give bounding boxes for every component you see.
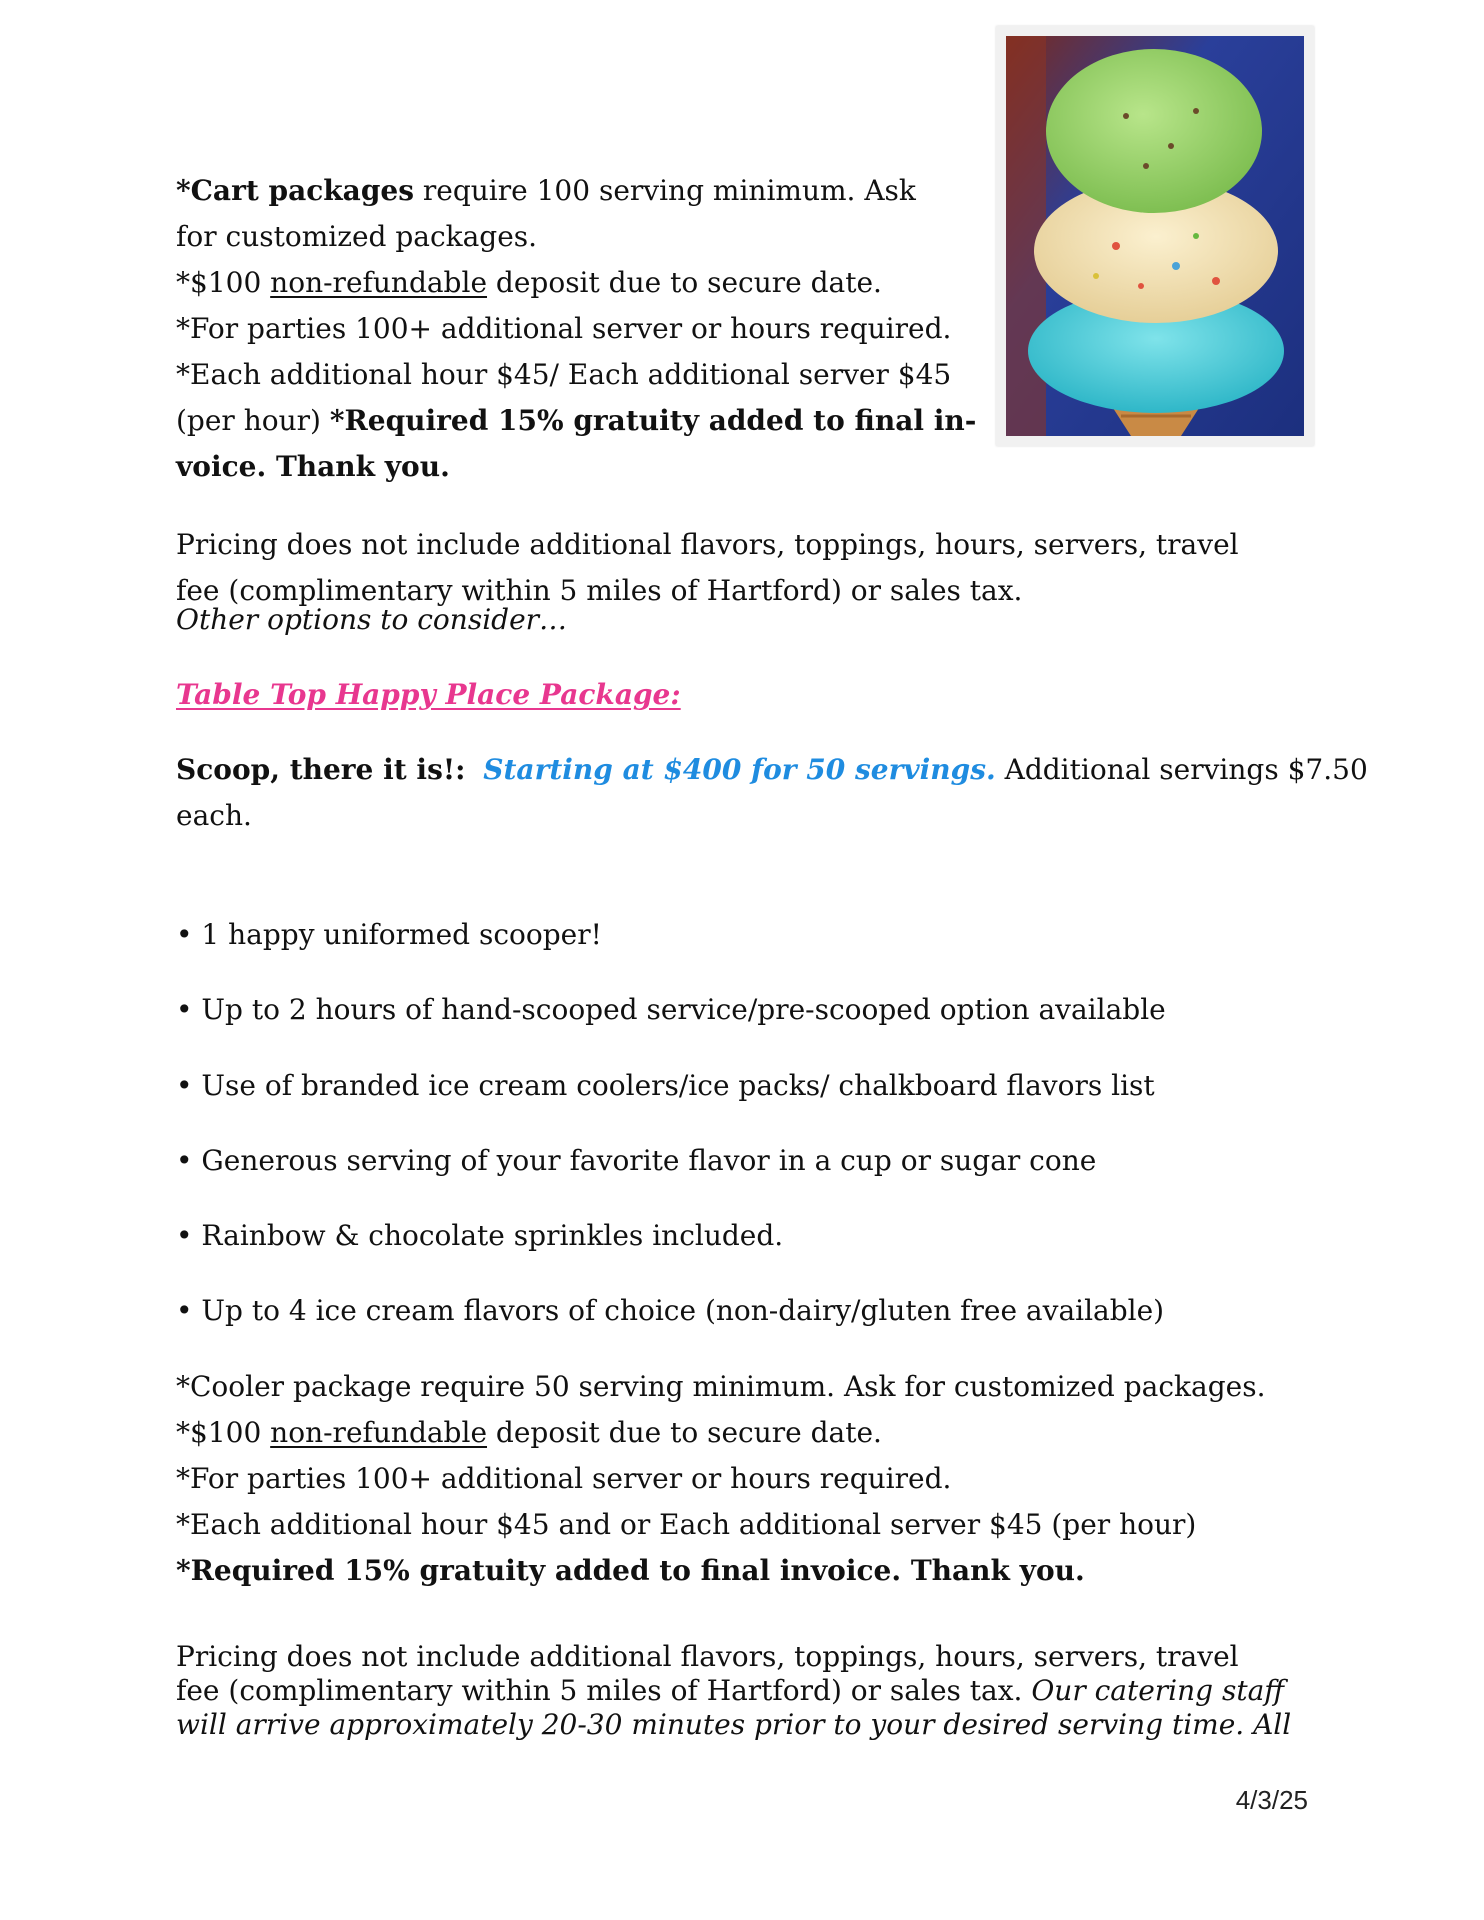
list-item: • Use of branded ice cream coolers/ice packs/ chalkboard flavors list <box>176 1069 1155 1102</box>
scoop-pricing <box>176 747 1368 839</box>
list-item: • Generous serving of your favorite flavor in a cup or sugar cone <box>176 1144 1097 1177</box>
other-options-label: Other options to consider… <box>176 603 568 636</box>
cart-line-7: voice. Thank you. <box>176 450 450 483</box>
list-item: • Up to 4 ice cream flavors of choice (non-dairy/gluten free available) <box>176 1294 1165 1327</box>
list-item: • Up to 2 hours of hand-scooped service/pre-scooped option available <box>176 993 1166 1026</box>
cooler-line-4: *Each additional hour $45 and or Each additional server $45 (per hour) <box>176 1508 1197 1541</box>
cart-line-4: *For parties 100+ additional server or hours required. <box>176 312 952 345</box>
pricing-2-line-2: fee (complimentary within 5 miles of Hartford) or sales tax. Our catering staff <box>176 1674 1285 1707</box>
cart-line-3: *$100 non-refundable deposit due to secure date. <box>176 266 882 299</box>
cooler-package-notes <box>176 1364 1265 1594</box>
pricing-2-line-3: will arrive approximately 20-30 minutes prior to your desired serving time. All <box>176 1708 1292 1741</box>
cart-package-notes <box>176 168 976 490</box>
pricing-2-line-1: Pricing does not include additional flavors, toppings, hours, servers, travel <box>176 1640 1239 1673</box>
list-item: • Rainbow & chocolate sprinkles included. <box>176 1219 784 1252</box>
cooler-line-2: *$100 non-refundable deposit due to secure date. <box>176 1416 882 1449</box>
cart-line-5: *Each additional hour $45/ Each additional server $45 <box>176 358 952 391</box>
cart-line-1: *Cart packages require 100 serving minimum. Ask <box>176 174 916 207</box>
cart-line-6: (per hour) *Required 15% gratuity added to final in- <box>176 404 977 437</box>
pricing-disclaimer-2 <box>176 1640 1291 1742</box>
list-item: • 1 happy uniformed scooper! <box>176 918 602 951</box>
pricing-1-line-1: Pricing does not include additional flavors, toppings, hours, servers, travel <box>176 528 1239 561</box>
pricing-1-line-2: fee (complimentary within 5 miles of Hartford) or sales tax. <box>176 574 1023 607</box>
scoop-line-2: each. <box>176 799 252 832</box>
scoop-line-1: Scoop, there it is!: Starting at $400 for 50 servings. Additional servings $7.50 <box>176 753 1368 786</box>
cart-line-2: for customized packages. <box>176 220 538 253</box>
ice-cream-cone-icon <box>1006 36 1304 436</box>
cooler-line-1: *Cooler package require 50 serving minimum. Ask for customized packages. <box>176 1370 1266 1403</box>
ice-cream-photo <box>996 26 1314 446</box>
footer-date: 4/3/25 <box>1235 1785 1308 1815</box>
package-heading: Table Top Happy Place Package: <box>176 678 681 711</box>
cooler-line-5: *Required 15% gratuity added to final invoice. Thank you. <box>176 1554 1085 1587</box>
price-highlight: Starting at $400 for 50 servings. <box>483 753 996 786</box>
cooler-line-3: *For parties 100+ additional server or hours required. <box>176 1462 952 1495</box>
